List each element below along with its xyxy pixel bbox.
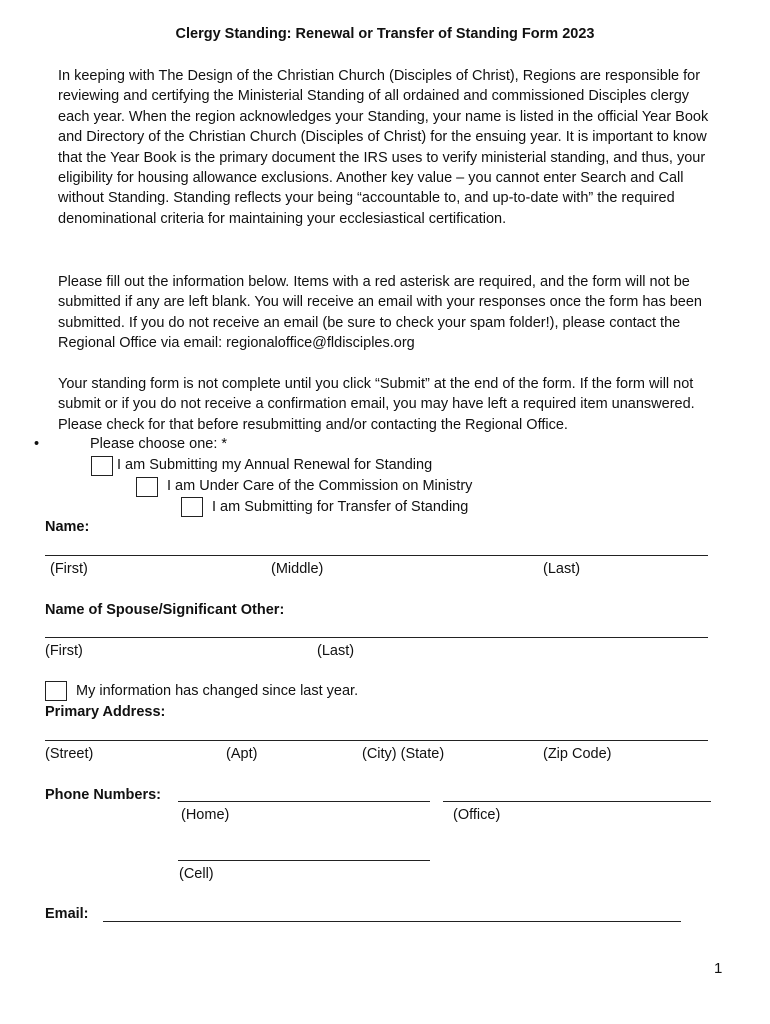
address-zip-caption: (Zip Code) bbox=[543, 746, 612, 762]
page-number: 1 bbox=[714, 960, 723, 977]
email-label: Email: bbox=[45, 906, 89, 922]
intro-paragraph: In keeping with The Design of the Christian Church (Disciples of Christ), Regions are responsible for reviewing and certifying the Ministerial Standing of all ordained and commissioned Disciples clergy each year. When the region acknowledges your Standing, your name is listed in the official Year Book and Directory of the Christian Church (Disciples of Christ) for the ensuing year. It is important to know that the Year Book is the primary document the IRS uses to verify ministerial standing, and thus, your eligibility for housing allowance exclusions. Another key value – you cannot enter Search and Call without Standing. Standing reflects your being “accountable to, and up-to-date with” the required denominational criteria for maintaining your ecclesiastical certification. bbox=[58, 68, 709, 227]
renewal-checkbox[interactable] bbox=[91, 456, 113, 476]
email-input-line[interactable] bbox=[103, 921, 681, 922]
name-last-caption: (Last) bbox=[543, 561, 581, 577]
info-changed-checkbox[interactable] bbox=[45, 681, 67, 701]
transfer-option-label: I am Submitting for Transfer of Standing bbox=[212, 499, 469, 515]
bullet-icon: • bbox=[34, 436, 40, 452]
phone-home-input-line[interactable] bbox=[178, 801, 430, 802]
submit-note-paragraph: Your standing form is not complete until you click “Submit” at the end of the form. If the form will not submit or if you do not receive a confirmation email, you may have left a required item unanswered. Please check for that before resubmitting and/or contacting the Regional Office. bbox=[58, 376, 695, 433]
under-care-option-label: I am Under Care of the Commission on Ministry bbox=[167, 478, 473, 494]
phone-home-caption: (Home) bbox=[181, 807, 230, 823]
name-label: Name: bbox=[45, 519, 90, 535]
page-title: Clergy Standing: Renewal or Transfer of Standing Form 2023 bbox=[175, 26, 595, 42]
spouse-last-caption: (Last) bbox=[317, 643, 355, 659]
address-street-caption: (Street) bbox=[45, 746, 94, 762]
renewal-option-label: I am Submitting my Annual Renewal for Standing bbox=[117, 457, 433, 473]
name-middle-caption: (Middle) bbox=[271, 561, 324, 577]
spouse-first-caption: (First) bbox=[45, 643, 83, 659]
address-input-line[interactable] bbox=[45, 740, 708, 741]
phone-office-input-line[interactable] bbox=[443, 801, 711, 802]
name-input-line[interactable] bbox=[45, 555, 708, 556]
phone-office-caption: (Office) bbox=[453, 807, 501, 823]
spouse-input-line[interactable] bbox=[45, 637, 708, 638]
phone-label: Phone Numbers: bbox=[45, 787, 162, 803]
name-first-caption: (First) bbox=[50, 561, 88, 577]
phone-cell-caption: (Cell) bbox=[179, 866, 214, 882]
info-changed-label: My information has changed since last year. bbox=[76, 683, 359, 699]
address-apt-caption: (Apt) bbox=[226, 746, 258, 762]
spouse-label: Name of Spouse/Significant Other: bbox=[45, 602, 285, 618]
address-label: Primary Address: bbox=[45, 704, 166, 720]
phone-cell-input-line[interactable] bbox=[178, 860, 430, 861]
address-city-state-caption: (City) (State) bbox=[362, 746, 445, 762]
under-care-checkbox[interactable] bbox=[136, 477, 158, 497]
instructions-paragraph: Please fill out the information below. Items with a red asterisk are required, and the form will not be submitted if any are left blank. You will receive an email with your responses once the form has been submitted. If you do not receive an email (be sure to check your spam folder!), please contact the Regional Office via email: regionaloffice@fldisciples.org bbox=[58, 274, 702, 352]
choice-prompt: Please choose one: * bbox=[90, 436, 228, 452]
transfer-checkbox[interactable] bbox=[181, 497, 203, 517]
